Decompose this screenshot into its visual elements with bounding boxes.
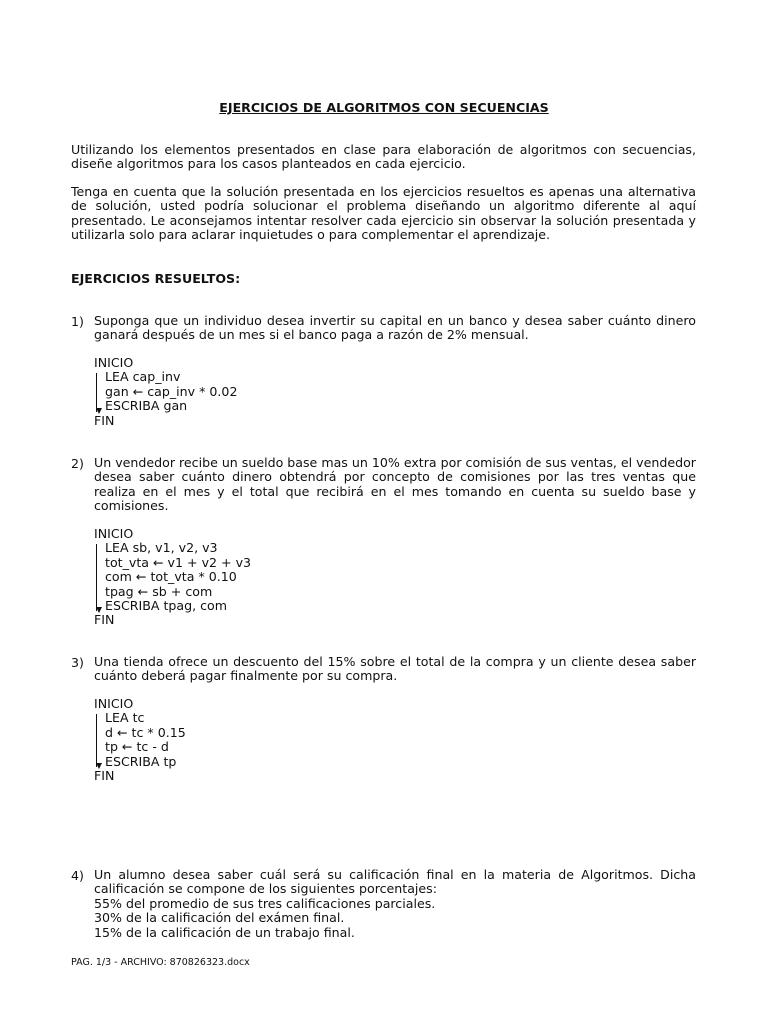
algorithm-end: FIN — [94, 768, 115, 784]
exercise-4 — [71, 868, 696, 940]
section-heading: EJERCICIOS RESUELTOS: — [71, 271, 241, 286]
algorithm-steps — [94, 541, 251, 613]
algorithm-end: FIN — [94, 412, 115, 428]
algorithm-start: INICIO — [94, 526, 134, 541]
flow-arrow-icon — [96, 373, 97, 411]
algorithm-step: LEA cap_inv — [105, 369, 181, 385]
algorithm-step: com ← tot_vta * 0.10 — [105, 569, 237, 585]
exercise-number: 3) — [71, 655, 84, 670]
algorithm-1 — [94, 356, 237, 428]
exercise-number: 2) — [71, 456, 84, 471]
algorithm-steps — [94, 711, 186, 769]
intro-paragraph-1: Utilizando los elementos presentados en clase para elaboración de algoritmos con secuencias, diseñe algoritmos para los casos planteados en cada ejercicio. — [71, 142, 696, 172]
algorithm-step: tpag ← sb + com — [105, 583, 213, 599]
algorithm-step: tot_vta ← v1 + v2 + v3 — [105, 554, 252, 570]
algorithm-start: INICIO — [94, 355, 134, 370]
algorithm-step: ESCRIBA gan — [105, 398, 188, 414]
exercise-statement: Suponga que un individuo desea invertir su capital en un banco y desea saber cuánto dinero ganará después de un mes si el banco paga a razón de 2% mensual. — [94, 313, 696, 343]
document-title: EJERCICIOS DE ALGORITMOS CON SECUENCIAS — [219, 100, 549, 115]
flow-arrow-icon — [96, 544, 97, 611]
exercise-statement-line: 30% de la calificación del exámen final. — [94, 910, 345, 926]
algorithm-step: gan ← cap_inv * 0.02 — [105, 383, 238, 399]
exercise-number: 1) — [71, 314, 84, 329]
algorithm-step: LEA sb, v1, v2, v3 — [105, 540, 218, 556]
algorithm-step: LEA tc — [105, 710, 145, 726]
algorithm-end: FIN — [94, 612, 115, 628]
exercise-statement — [94, 868, 696, 940]
algorithm-step: ESCRIBA tpag, com — [105, 598, 228, 614]
exercise-statement-line: Un alumno desea saber cuál será su calificación final en la materia de Algoritmos. Dicha calificación se compone de los siguientes porcentajes: — [94, 867, 696, 897]
algorithm-3 — [94, 697, 186, 783]
exercise-2 — [71, 456, 696, 514]
algorithm-2 — [94, 527, 251, 628]
algorithm-steps — [94, 370, 237, 413]
intro-paragraph-2: Tenga en cuenta que la solución presentada en los ejercicios resueltos es apenas una alternativa de solución, usted podría solucionar el problema diseñando un algoritmo diferente al aquí presentado. Le aconsejamos intentar resolver cada ejercicio sin observar la solución presentada y utilizarla solo para aclarar inquietudes o para complementar el aprendizaje. — [71, 184, 696, 243]
exercise-1 — [71, 314, 696, 343]
algorithm-step: ESCRIBA tp — [105, 753, 177, 769]
algorithm-start: INICIO — [94, 696, 134, 711]
exercise-statement-line: 55% del promedio de sus tres calificaciones parciales. — [94, 895, 436, 911]
algorithm-step: tp ← tc - d — [105, 739, 169, 755]
algorithm-step: d ← tc * 0.15 — [105, 724, 186, 740]
exercise-statement: Un vendedor recibe un sueldo base mas un 10% extra por comisión de sus ventas, el vendedor desea saber cuánto dinero obtendrá por concepto de comisiones por las tres ventas que realiza en el mes y el total que recibirá en el mes tomando en cuenta su sueldo base y comisiones. — [94, 455, 696, 514]
page-footer: PAG. 1/3 - ARCHIVO: 870826323.docx — [71, 957, 250, 968]
exercise-statement-line: 15% de la calificación de un trabajo final. — [94, 924, 355, 940]
exercise-number: 4) — [71, 868, 84, 883]
exercise-statement: Una tienda ofrece un descuento del 15% sobre el total de la compra y un cliente desea saber cuánto deberá pagar finalmente por su compra. — [94, 654, 696, 684]
flow-arrow-icon — [96, 714, 97, 767]
exercise-3 — [71, 655, 696, 684]
